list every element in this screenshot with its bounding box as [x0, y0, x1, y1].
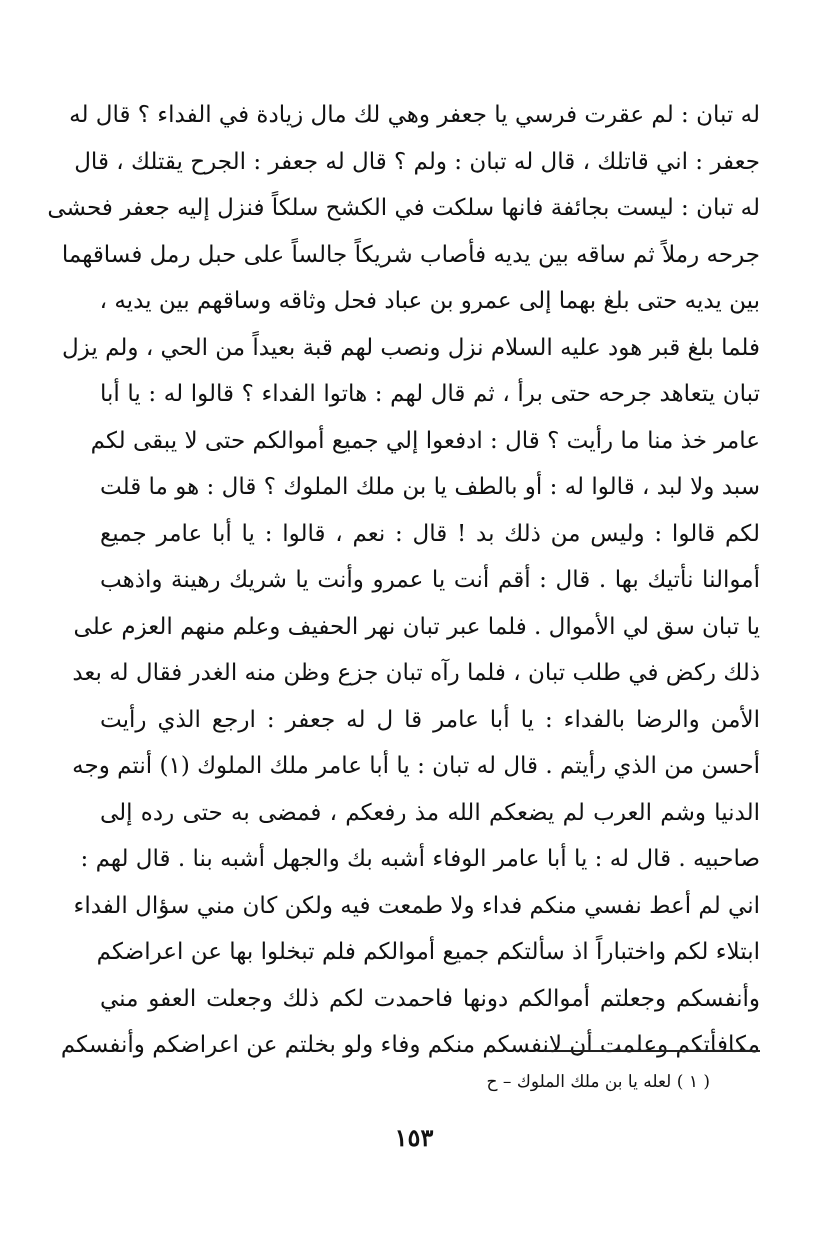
text-line: ذلك ركض في طلب تبان ، فلما رآه تبان جزع وظن منه الغدر فقال له بعد	[72, 660, 760, 686]
text-line: ابتلاء لكم واختباراً اذ سألتكم جميع أموالكم فلم تبخلوا بها عن اعراضكم	[96, 939, 760, 965]
text-line: له تبان : لم عقرت فرسي يا جعفر وهي لك مال زيادة في الفداء ؟ قال له	[69, 102, 760, 128]
main-text	[47, 92, 761, 1069]
text-line: اني لم أعط نفسي منكم فداء ولا طمعت فيه ولكن كان مني سؤال الفداء	[73, 892, 760, 919]
text-line: بين يديه حتى بلغ بهما إلى عمرو بن عباد فحل وثاقه وساقهم بين يديه ،	[99, 288, 760, 314]
text-line: سبد ولا لبد ، قالوا له : أو بالطف يا بن ملك الملوك ؟ قال : هو ما قلت	[100, 474, 760, 500]
text-line: وأنفسكم وجعلتم أموالكم دونها فاحمدت لكم ذلك وجعلت العفو مني	[100, 985, 760, 1012]
text-line: تبان يتعاهد جرحه حتى برأ ، ثم قال لهم : هاتوا الفداء ؟ قالوا له : يا أبا	[100, 381, 760, 407]
text-line: أحسن من الذي رأيتم . قال له تبان : يا أبا عامر ملك الملوك (١) أنتم وجه	[72, 753, 760, 779]
footnote: ( ١ ) لعله يا بن ملك الملوك – ح	[486, 1072, 710, 1092]
page-number: ١٥٣	[394, 1123, 434, 1152]
text-line: يا تبان سق لي الأموال . فلما عبر تبان نهر الحفيف وعلم منهم العزم على	[73, 613, 760, 640]
text-line: صاحبيه . قال له : يا أبا عامر الوفاء أشبه بك والجهل أشبه بنا . قال لهم :	[80, 846, 760, 872]
text-line: الدنيا وشم العرب لم يضعكم الله مذ رفعكم ، فمضى به حتى رده إلى	[100, 799, 761, 826]
text-line: عامر خذ منا ما رأيت ؟ قال : ادفعوا إلي جميع أموالكم حتى لا يبقى لكم	[90, 427, 760, 454]
text-line: مكافأتكم وعلمت أن لانفسكم منكم وفاء ولو بخلتم عن اعراضكم وأنفسكم	[60, 1032, 760, 1058]
text-line: فلما بلغ قبر هود عليه السلام نزل ونصب لهم قبة بعيداً من الحي ، ولم يزل	[61, 334, 760, 361]
text-line: له تبان : ليست بجائفة فانها سلكت في الكشح سلكاً فنزل إليه جعفر فحشى	[47, 195, 760, 221]
footnote-divider	[545, 1050, 760, 1052]
text-line: جرحه رملاً ثم ساقه بين يديه فأصاب شريكاً جالساً على حبل رمل فساقهما	[61, 241, 760, 268]
text-line: أموالنا نأتيك بها . قال : أقم أنت يا عمرو وأنت يا شريك رهينة واذهب	[100, 567, 760, 593]
text-line: جعفر : اني قاتلك ، قال له تبان : ولم ؟ قال له جعفر : الجرح يقتلك ، قال	[74, 148, 760, 175]
text-line: لكم قالوا : وليس من ذلك بد ! قال : نعم ، قالوا : يا أبا عامر جميع	[100, 520, 760, 547]
text-line: الأمن والرضا بالفداء : يا أبا عامر قا ل له جعفر : ارجع الذي رأيت	[100, 706, 760, 733]
